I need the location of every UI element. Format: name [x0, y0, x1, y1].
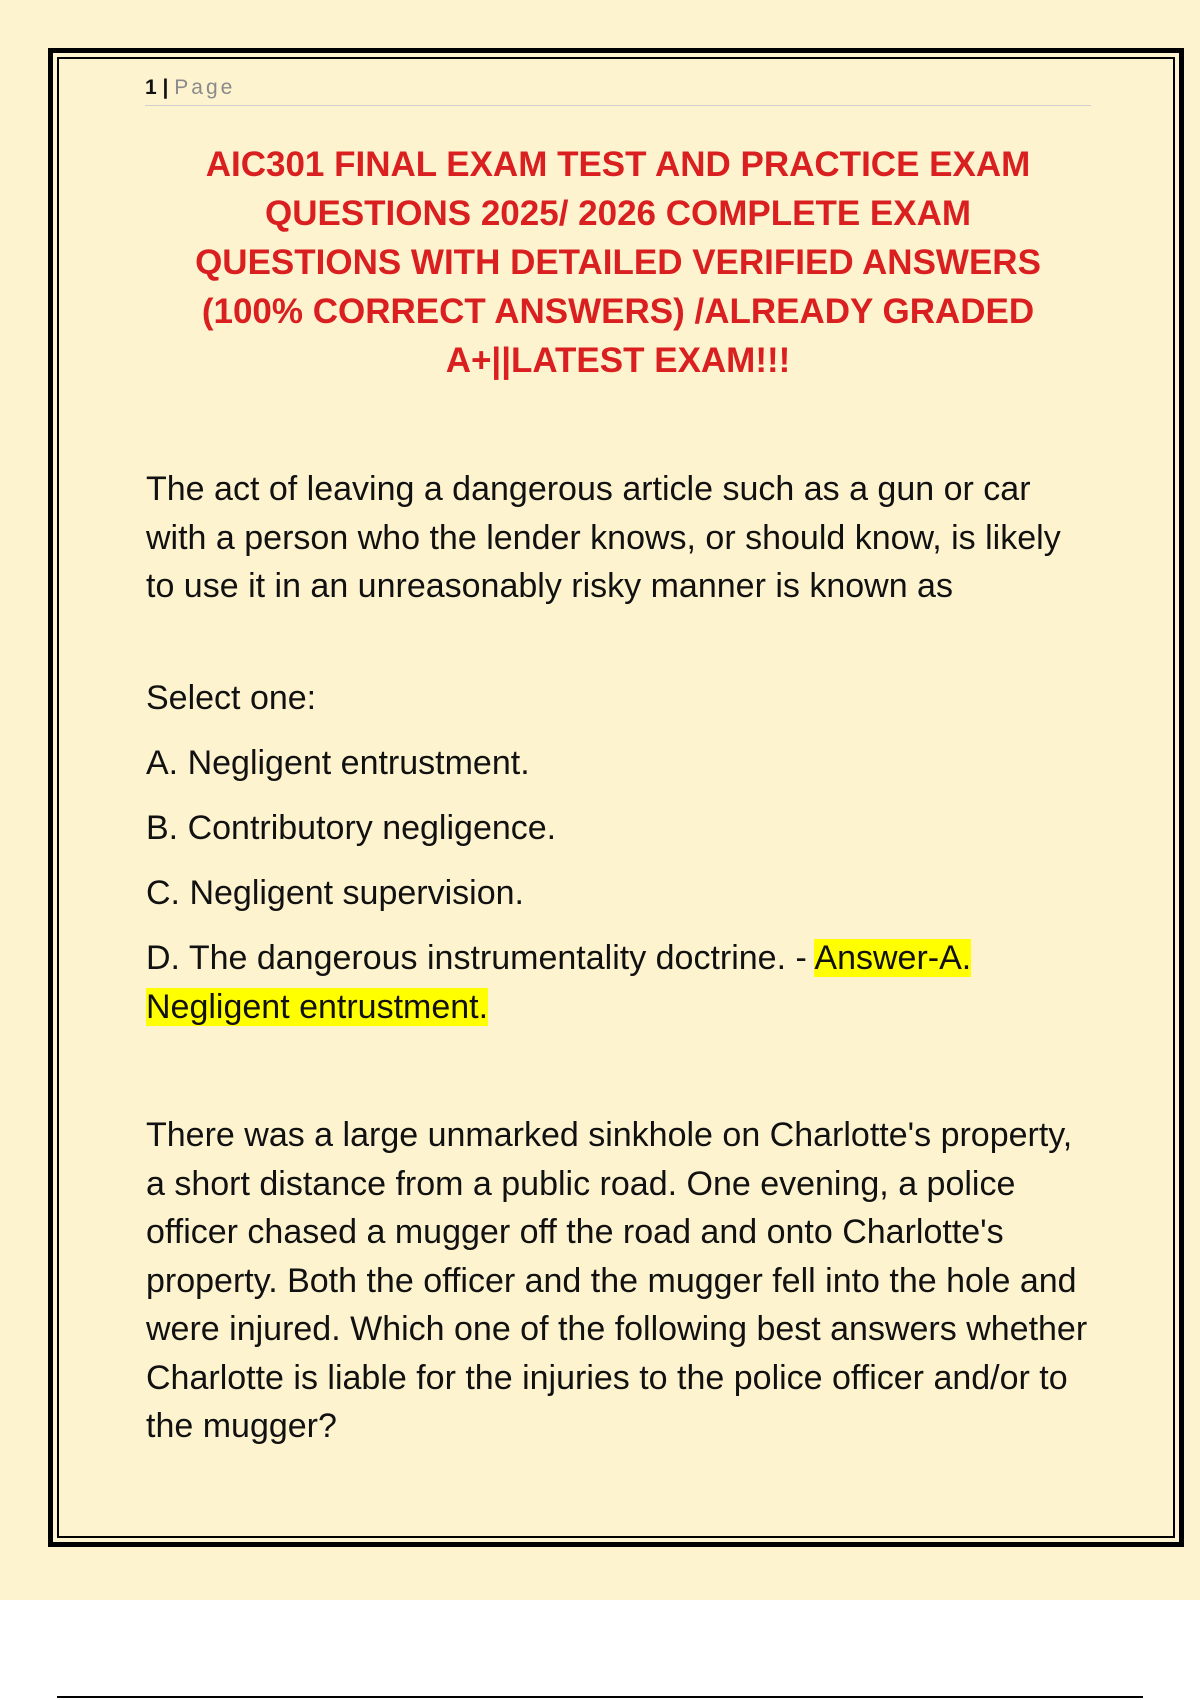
option-a: A. Negligent entrustment. — [146, 744, 530, 782]
document-title — [145, 140, 1091, 385]
title-line-5: A+||LATEST EXAM!!! — [445, 341, 791, 380]
title-line-4: (100% CORRECT ANSWERS) /ALREADY GRADED — [201, 292, 1035, 331]
footer-divider — [57, 1696, 1143, 1698]
header-separator: | — [162, 76, 169, 99]
question-1-text: The act of leaving a dangerous article such as a gun or car with a person who the lender knows, or should know, is likely to use it in an unreasonably risky manner is known as — [146, 470, 1061, 605]
option-d: D. The dangerous instrumentality doctrine. - — [146, 939, 815, 977]
title-line-1: AIC301 FINAL EXAM TEST AND PRACTICE EXAM — [205, 145, 1031, 184]
answer-highlight-part-1: Answer-A. — [814, 939, 972, 977]
page-label: Page — [174, 76, 236, 99]
option-d-with-answer — [146, 934, 1096, 1031]
option-b: B. Contributory negligence. — [146, 809, 557, 847]
select-one-prompt: Select one: — [146, 679, 317, 717]
question-2-text: There was a large unmarked sinkhole on Charlotte's property, a short distance from a public road. One evening, a police officer chased a mugger off the road and onto Charlotte's property. Both the officer and the mugger fell into the hole and were injured. Which one of the following best answers whether Charlotte is liable for the injuries to the police officer and/or to the mugger? — [146, 1116, 1088, 1445]
page-header — [145, 72, 1091, 106]
title-line-3: QUESTIONS WITH DETAILED VERIFIED ANSWERS — [195, 243, 1041, 282]
title-line-2: QUESTIONS 2025/ 2026 COMPLETE EXAM — [264, 194, 972, 233]
page-number: 1 — [145, 76, 157, 99]
option-c: C. Negligent supervision. — [146, 874, 524, 912]
answer-highlight-part-2: Negligent entrustment. — [146, 987, 489, 1026]
